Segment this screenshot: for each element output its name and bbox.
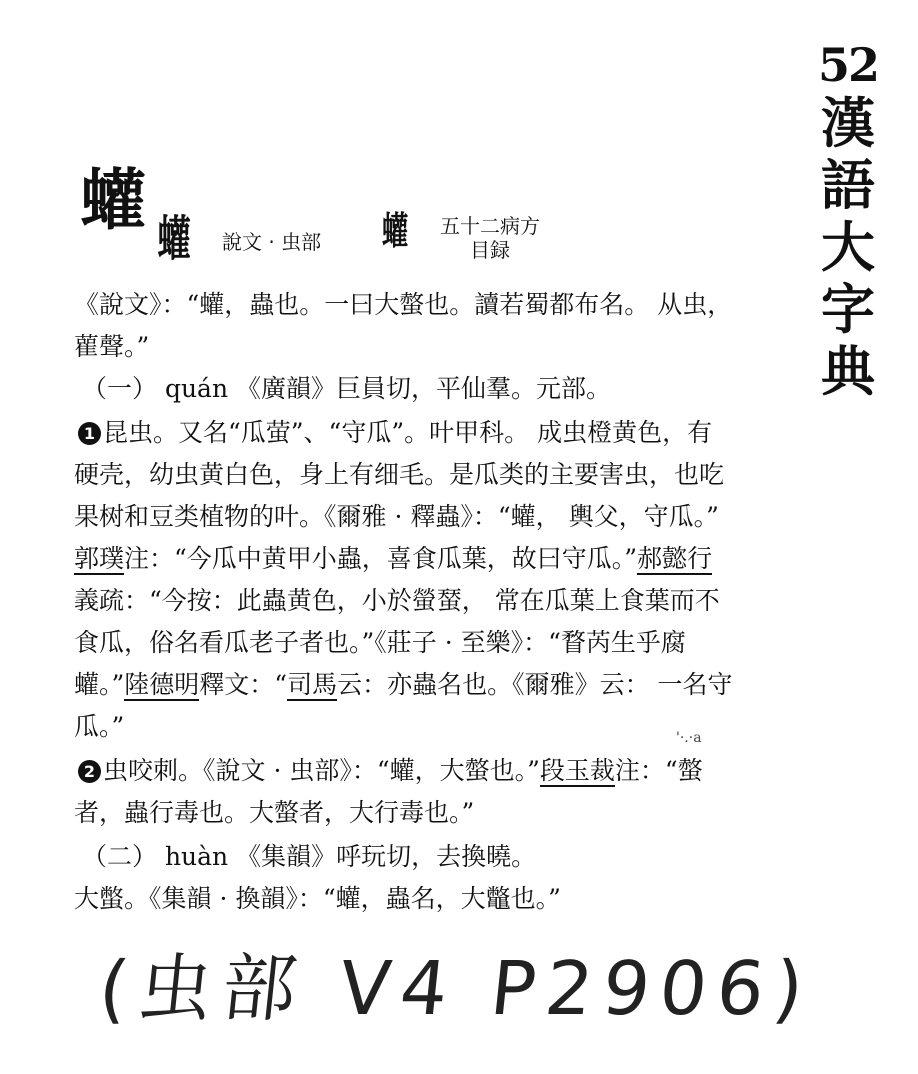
title-char: 典 [821, 339, 875, 403]
seal-script-glyph: 蠸 [157, 211, 191, 267]
silk-source-line: 五十二病方 [440, 214, 540, 238]
entry-line: 雚聲。” [74, 332, 150, 361]
entry-head-character: 蠸 [80, 161, 146, 239]
line-text: 注：“螫 [614, 756, 703, 785]
entry-line: 瓜。” [74, 712, 125, 741]
silk-script-glyph: 蠸 [381, 208, 409, 253]
silk-source-line: 目録 [470, 238, 510, 262]
title-char: 字 [821, 277, 875, 341]
reading-1-line: （一） quán 《廣韻》巨員切，平仙羣。元部。 [82, 374, 612, 403]
title-char: 大 [821, 215, 875, 279]
stray-marks: '·.·a [676, 730, 702, 746]
line-text: 釋文：“ [199, 670, 288, 699]
line-text: 云：亦蟲名也。《爾雅》云： 一名守 [337, 670, 733, 699]
line-text: 蠸。” [74, 670, 125, 699]
sense-text: 昆虫。又名“瓜萤”、“守瓜”。叶甲科。 成虫橙黄色，有 [103, 418, 713, 447]
person-name: 郝懿行 [637, 544, 713, 573]
entry-line [74, 670, 733, 700]
handwritten-note: (虫部 V4 P2906) [94, 946, 818, 1032]
silk-source-label [440, 214, 540, 262]
entry-line: 食瓜，俗名看瓜老子者也。”《莊子 · 至樂》：“瞀芮生乎腐 [74, 628, 686, 657]
title-char: 漢 [821, 91, 875, 155]
person-name: 段玉裁 [539, 756, 615, 785]
sense-2-line [78, 756, 703, 786]
entry-line: 義疏：“今按：此蟲黄色，小於螢蝅， 常在瓜葉上食葉而不 [74, 586, 720, 615]
title-char: 語 [821, 153, 875, 217]
page-number: 52 [818, 38, 879, 92]
reading-2-line: （二） huàn 《集韻》呼玩切，去換曉。 [82, 842, 537, 871]
person-name: 司馬 [287, 670, 338, 699]
sense-number-badge: 2 [78, 760, 101, 783]
person-name: 陸德明 [124, 670, 200, 699]
sense-1-line [78, 418, 712, 448]
entry-line: 《說文》：“蠸，蟲也。一曰大螫也。讀若蜀都布名。 从虫， [74, 290, 733, 319]
entry-line: 果树和豆类植物的叶。《爾雅 · 釋蟲》：“蠸， 輿父，守瓜。” [74, 502, 719, 531]
dictionary-title [816, 92, 880, 402]
line-text: 注：“今瓜中黄甲小蟲，喜食瓜葉，故曰守瓜。” [124, 544, 638, 573]
entry-line: 硬壳，幼虫黄白色，身上有细毛。是瓜类的主要害虫，也吃 [74, 460, 725, 489]
sense-text: 虫咬刺。《說文 · 虫部》：“蠸，大螫也。” [103, 756, 540, 785]
person-name: 郭璞 [74, 544, 125, 573]
sense-number-badge: 1 [78, 422, 101, 445]
seal-source-label: 說文 · 虫部 [222, 230, 322, 254]
entry-line: 大蟞。《集韻 · 換韻》：“蠸，蟲名，大鼈也。” [74, 884, 561, 913]
entry-line [74, 544, 712, 574]
entry-line: 者，蟲行毒也。大螫者，大行毒也。” [74, 798, 475, 827]
